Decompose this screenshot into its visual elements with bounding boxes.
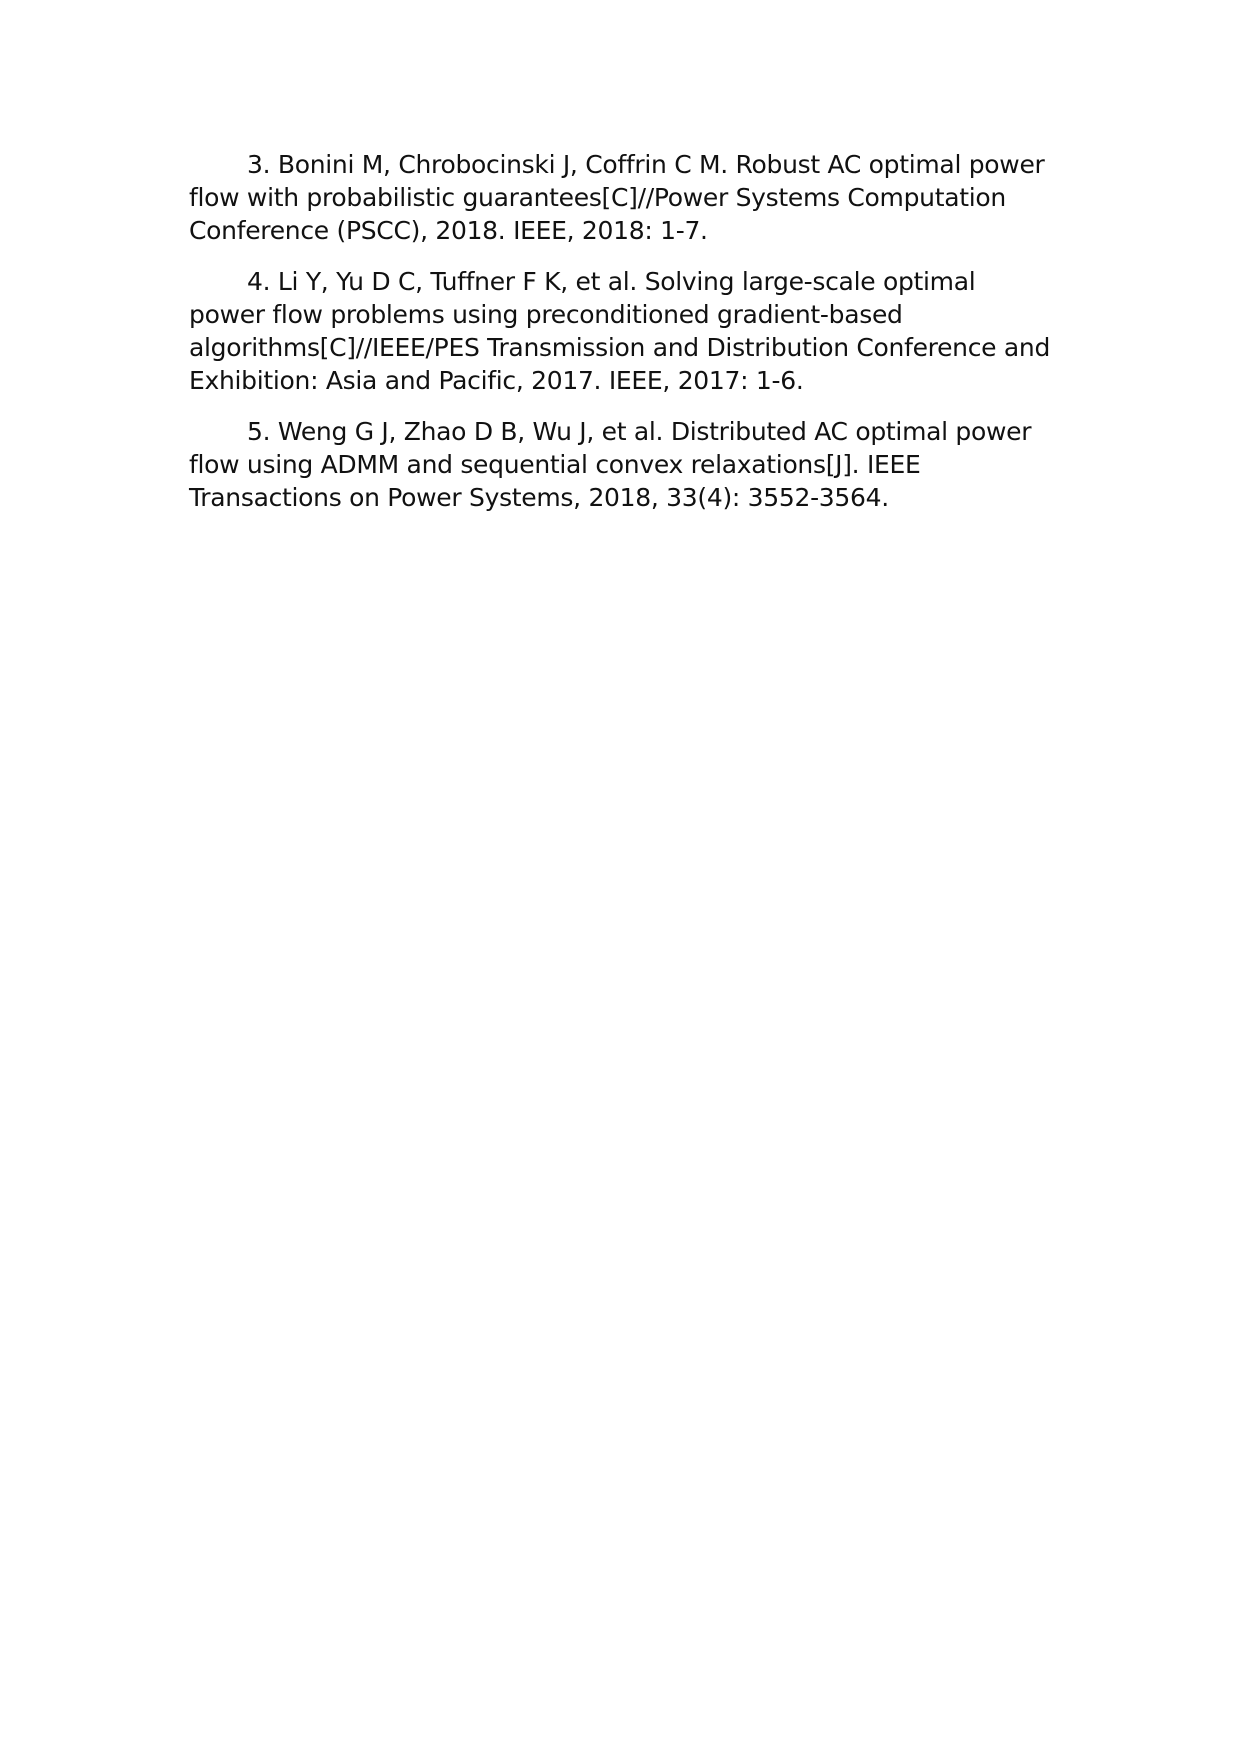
reference-entry-4: 4. Li Y, Yu D C, Tuffner F K, et al. Solving large-scale optimal power flow problems using preconditioned gradient-based algorithms[C]//IEEE/PES Transmission and Distribution Conference and Exhibition: Asia and Pacific, 2017. IEEE, 2017: 1-6. [189, 267, 1051, 395]
reference-entry-3: 3. Bonini M, Chrobocinski J, Coffrin C M. Robust AC optimal power flow with probabilistic guarantees[C]//Power Systems Computation Conference (PSCC), 2018. IEEE, 2018: 1-7. [189, 150, 1045, 245]
reference-entry-5: 5. Weng G J, Zhao D B, Wu J, et al. Distributed AC optimal power flow using ADMM and sequential convex relaxations[J]. IEEE Transactions on Power Systems, 2018, 33(4): 3552-3564. [189, 417, 1032, 512]
reference-list [189, 148, 1057, 532]
